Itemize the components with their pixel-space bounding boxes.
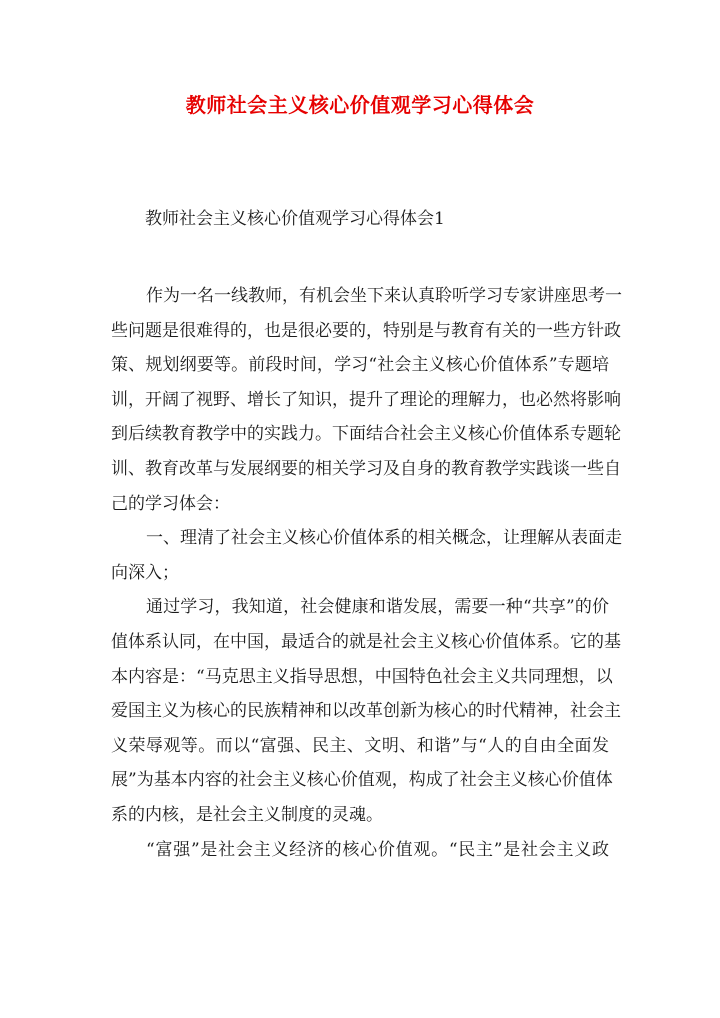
text-line: 系的内核，是社会主义制度的灵魂。 — [111, 804, 383, 825]
section-heading: 教师社会主义核心价值观学习心得体会1 — [145, 209, 445, 229]
text-line: 策、规划纲要等。前段时间，学习“社会主义核心价值体系”专题培 — [111, 355, 609, 376]
text-line: 些问题是很难得的，也是很必要的，特别是与教育有关的一些方针政 — [111, 320, 621, 341]
text-line: “富强”是社会主义经济的核心价值观。“民主”是社会主义政 — [146, 839, 609, 860]
document-title: 教师社会主义核心价值观学习心得体会 — [185, 93, 535, 117]
text-line: 己的学习体会： — [111, 493, 230, 514]
text-line: 一、理清了社会主义核心价值体系的相关概念，让理解从表面走 — [146, 528, 622, 549]
text-line: 值体系认同，在中国，最适合的就是社会主义核心价值体系。它的基 — [111, 631, 621, 652]
text-line: 通过学习，我知道，社会健康和谐发展，需要一种“共享”的价 — [146, 597, 609, 618]
text-line: 到后续教育教学中的实践力。下面结合社会主义核心价值体系专题轮 — [111, 424, 621, 445]
text-line: 展”为基本内容的社会主义核心价值观，构成了社会主义核心价值体 — [111, 770, 613, 791]
text-line: 爱国主义为核心的民族精神和以改革创新为核心的时代精神，社会主 — [111, 701, 621, 722]
text-line: 向深入； — [111, 562, 179, 583]
body-text — [111, 279, 622, 867]
text-line: 本内容是：“马克思主义指导思想，中国特色社会主义共同理想，以 — [111, 666, 613, 687]
text-line: 作为一名一线教师，有机会坐下来认真聆听学习专家讲座思考一 — [146, 286, 622, 306]
text-line: 义荣辱观等。而以“富强、民主、文明、和谐”与“人的自由全面发 — [111, 735, 609, 756]
text-line: 训、教育改革与发展纲要的相关学习及自身的教育教学实践谈一些自 — [111, 458, 621, 479]
text-line: 训，开阔了视野、增长了知识，提升了理论的理解力，也必然将影响 — [111, 389, 621, 410]
